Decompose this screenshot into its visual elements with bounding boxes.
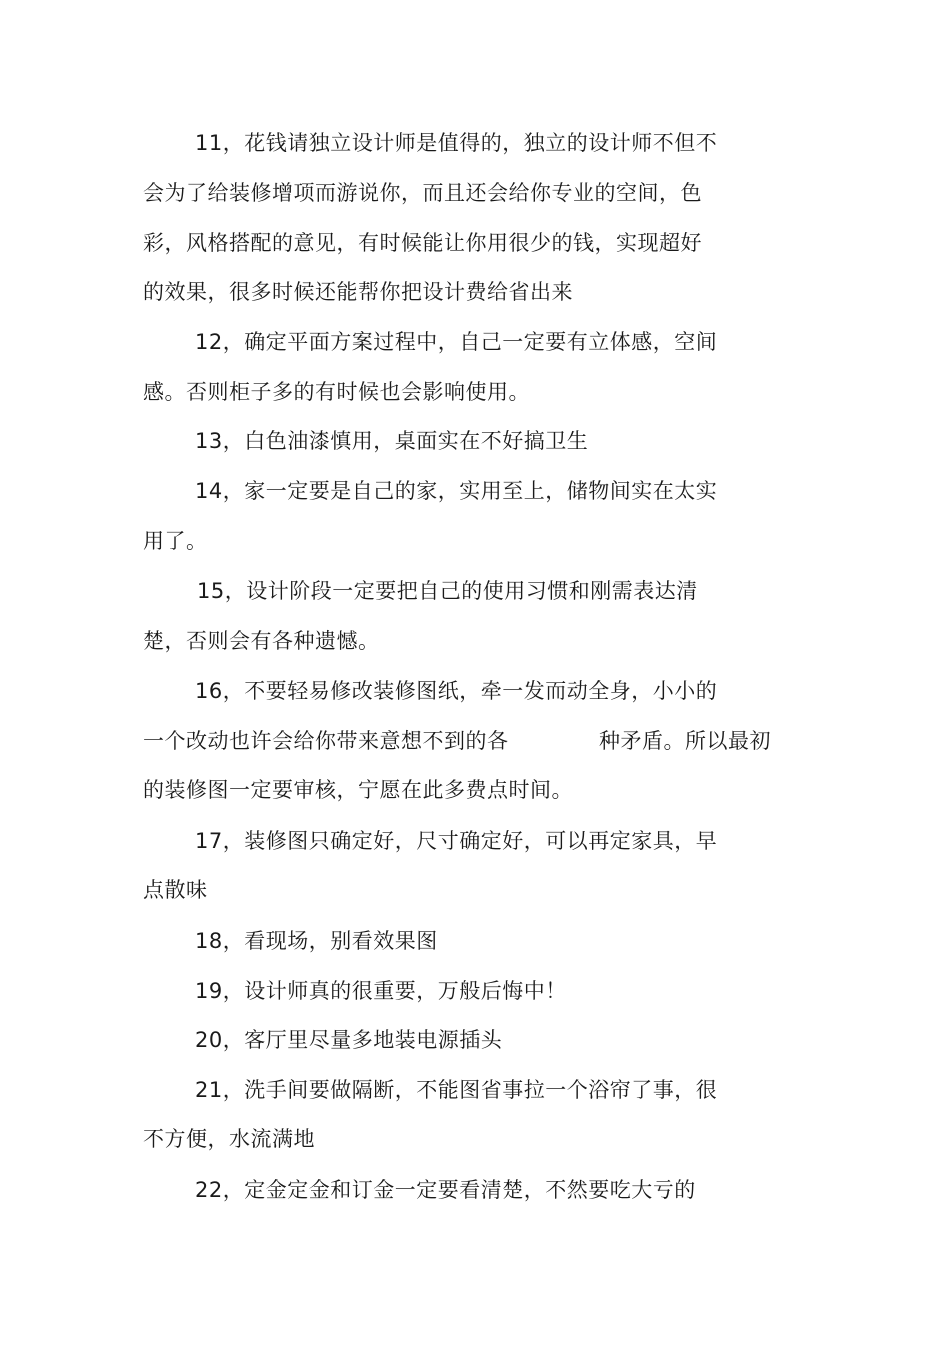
item-16-line-2-part-2: 种矛盾。所以最初 bbox=[599, 729, 771, 753]
item-15-line-1: 15，设计阶段一定要把自己的使用习惯和刚需表达清 bbox=[197, 579, 698, 603]
item-17-line-2: 点散味 bbox=[143, 878, 208, 902]
item-16-line-2-part-1: 一个改动也许会给你带来意想不到的各 bbox=[143, 729, 509, 753]
item-14-line-1: 14，家一定要是自己的家，实用至上，储物间实在太实 bbox=[195, 479, 718, 503]
item-11-line-3: 彩，风格搭配的意见，有时候能让你用很少的钱，实现超好 bbox=[143, 231, 702, 255]
item-12-line-1: 12，确定平面方案过程中，自己一定要有立体感，空间 bbox=[195, 330, 718, 354]
item-12-line-2: 感。否则柜子多的有时候也会影响使用。 bbox=[143, 380, 530, 404]
item-14-line-2: 用了。 bbox=[143, 529, 208, 553]
item-17-line-1: 17，装修图只确定好，尺寸确定好，可以再定家具，早 bbox=[195, 829, 718, 853]
item-22-line-1: 22，定金定金和订金一定要看清楚，不然要吃大亏的 bbox=[195, 1178, 696, 1202]
item-11-line-2: 会为了给装修增项而游说你，而且还会给你专业的空间，色 bbox=[143, 181, 702, 205]
item-16-line-3: 的装修图一定要审核，宁愿在此多费点时间。 bbox=[143, 778, 573, 802]
item-15-line-2: 楚，否则会有各种遗憾。 bbox=[143, 629, 380, 653]
item-21-line-2: 不方便，水流满地 bbox=[143, 1127, 315, 1151]
item-19-line-1: 19，设计师真的很重要，万般后悔中！ bbox=[195, 979, 567, 1003]
item-16-line-1: 16，不要轻易修改装修图纸，牵一发而动全身，小小的 bbox=[195, 679, 718, 703]
item-11-line-4: 的效果，很多时候还能帮你把设计费给省出来 bbox=[143, 280, 573, 304]
item-11-line-1: 11，花钱请独立设计师是值得的，独立的设计师不但不 bbox=[195, 131, 718, 155]
item-18-line-1: 18，看现场，别看效果图 bbox=[195, 929, 438, 953]
item-13-line-1: 13，白色油漆慎用，桌面实在不好搞卫生 bbox=[195, 429, 589, 453]
item-20-line-1: 20，客厅里尽量多地装电源插头 bbox=[195, 1028, 503, 1052]
item-21-line-1: 21，洗手间要做隔断，不能图省事拉一个浴帘了事，很 bbox=[195, 1078, 718, 1102]
